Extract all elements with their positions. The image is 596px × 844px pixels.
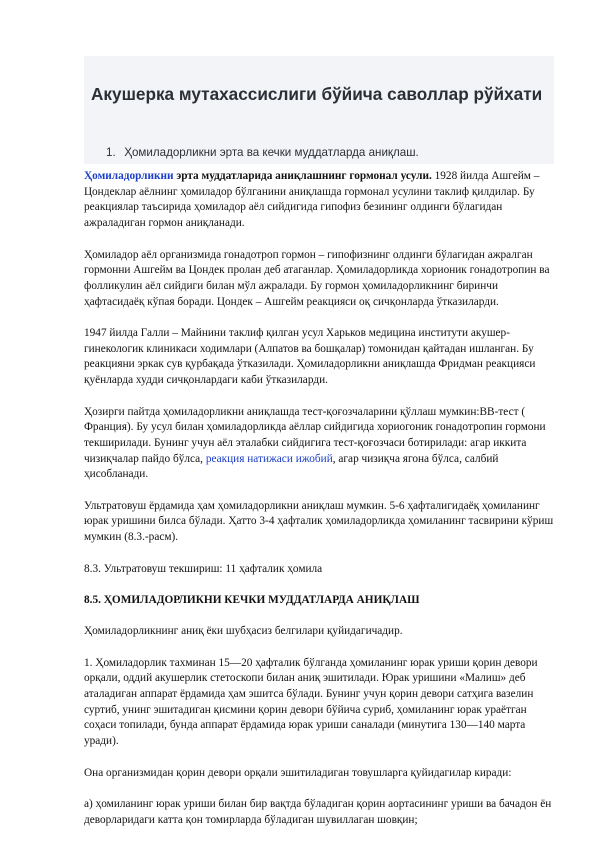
paragraph-test-strips (84, 405, 554, 484)
figure-caption: 8.3. Ультратовуш текшириш: 11 ҳафталик ҳомила (84, 562, 323, 575)
paragraph-sounds-intro: Она организмидан қорин девори орқали эшитиладиган товушларга қуйидагилар киради: (84, 766, 512, 779)
paragraph-text: Ҳозирги пайтда ҳомиладорликни аниқлашда тест-қоғозчаларини қўллаш мумкин:ВВ-тест ( Франция). Бу усул билан ҳомиладорликда аёллар сийдигида хориогоник гонадотропин гормони текширилади. Бунинг учун аёл эталабки сийдигига тест-қоғозчаси ботирилади: агар иккита чизиқчалар пайдо бўлса, (84, 405, 546, 465)
paragraph-ultrasound: Ультратовуш ёрдамида ҳам ҳомиладорликни аниқлаш мумкин. 5-6 ҳафталигидаёқ ҳомиланинг юрак уришини билса бўлади. Ҳатто 3-4 ҳафталик ҳомиладорликда ҳомиланинг тасвирини кўриш мумкин (8.3.-расм). (84, 499, 554, 544)
toc-item-number: 1. (106, 146, 116, 159)
section-heading: 8.5. ҲОМИЛАДОРЛИКНИ КЕЧКИ МУДДАТЛАРДА АНИҚЛАШ (84, 593, 420, 606)
term-link[interactable]: Ҳомиладорликни (84, 170, 174, 182)
paragraph-text: , агар чизиқча ягона бўлса, салбий ҳисобланади. (84, 452, 499, 481)
paragraph-sounds-item-a: а) ҳомиланинг юрак уриши билан бир вақтда бўладиган қорин аортасининг уриши ва бачадон ён деворларидаги катта қон томирларда бўладиган шувиллаган шовқин; (84, 797, 552, 826)
paragraph-gonadotropin: Ҳомиладор аёл организмида гонадотроп гормон – гипофизнинг олдинги бўлагидан ажралган гормонни Ашгейм ва Цондек пролан деб атаганлар. Ҳомиладорликда хорионик гонадотропин ва фолликулин аёл сийдиги билан мўл ажралади. Бу гормон ҳомиладорликнинг биринчи ҳафтасидаёқ кўпая боради. Цондек – Ашгейм реакцияси оқ сичқонларда ўтказиларди. (84, 248, 550, 308)
paragraph-text: 1928 йилда Ашгейм – Цондеклар аёлнинг ҳомиладор бўлганини аниқлашда гормонал усулини таклиф қилдилар. Бу реакциялар таъсирида ҳомиладор аёл сийдигида гипофиз безининг олдинги бўлагидан ажраладиган гормон аниқланади. (84, 170, 540, 230)
paragraph-signs-intro: Ҳомиладорликнинг аниқ ёки шубҳасиз белгилари қуйидагичадир. (84, 625, 403, 638)
paragraph-hormonal-method (84, 169, 554, 232)
toc-item-label: Ҳомиладорликни эрта ва кечки муддатларда аниқлаш. (124, 146, 419, 159)
toc-item[interactable] (106, 146, 526, 159)
paragraph-lead-bold: эрта муддатларида аниқлашнинг гормонал усули. (173, 170, 432, 182)
paragraph-heartbeat: 1. Ҳомиладорлик тахминан 15—20 ҳафталик бўлганда ҳомиланинг юрак уриши қорин девори орқали, оддий акушерлик стетоскопи билан аниқ эшитилади. Юрак уришини «Малиш» деб аталадиган аппарат ёрдамида ҳам эшитса бўлади. Бунинг учун қорин девори сатҳига вазелин суртиб, унинг эшитадиган қисмини қорин девори бўйича суриб, ҳомиланинг юрак ураётган соҳаси топилади, бунда аппарат ёрдамида юрак уриши саналади (минутига 130—140 марта уради). (84, 656, 538, 748)
result-positive-link[interactable]: реакция натижаси ижобий (205, 452, 333, 465)
document-body (84, 169, 554, 844)
toc-list (106, 146, 526, 159)
paragraph-galli-mainini: 1947 йилда Галли – Майнини таклиф қилган усул Харьков медицина институти акушер-гинекологик клиникаси ходимлари (Алпатов ва бошқалар) томонидан қайтадан ишланган. Бу реакцияни эркак сув қурбақада ўтказилади. Ҳомиладорликни аниқлашда Фридман реакцияси қуёнларда худди сичқонлардаги каби ўтказиларди. (84, 327, 536, 387)
document-title: Акушерка мутахассислиги бўйича саволлар рўйхати (91, 84, 543, 104)
